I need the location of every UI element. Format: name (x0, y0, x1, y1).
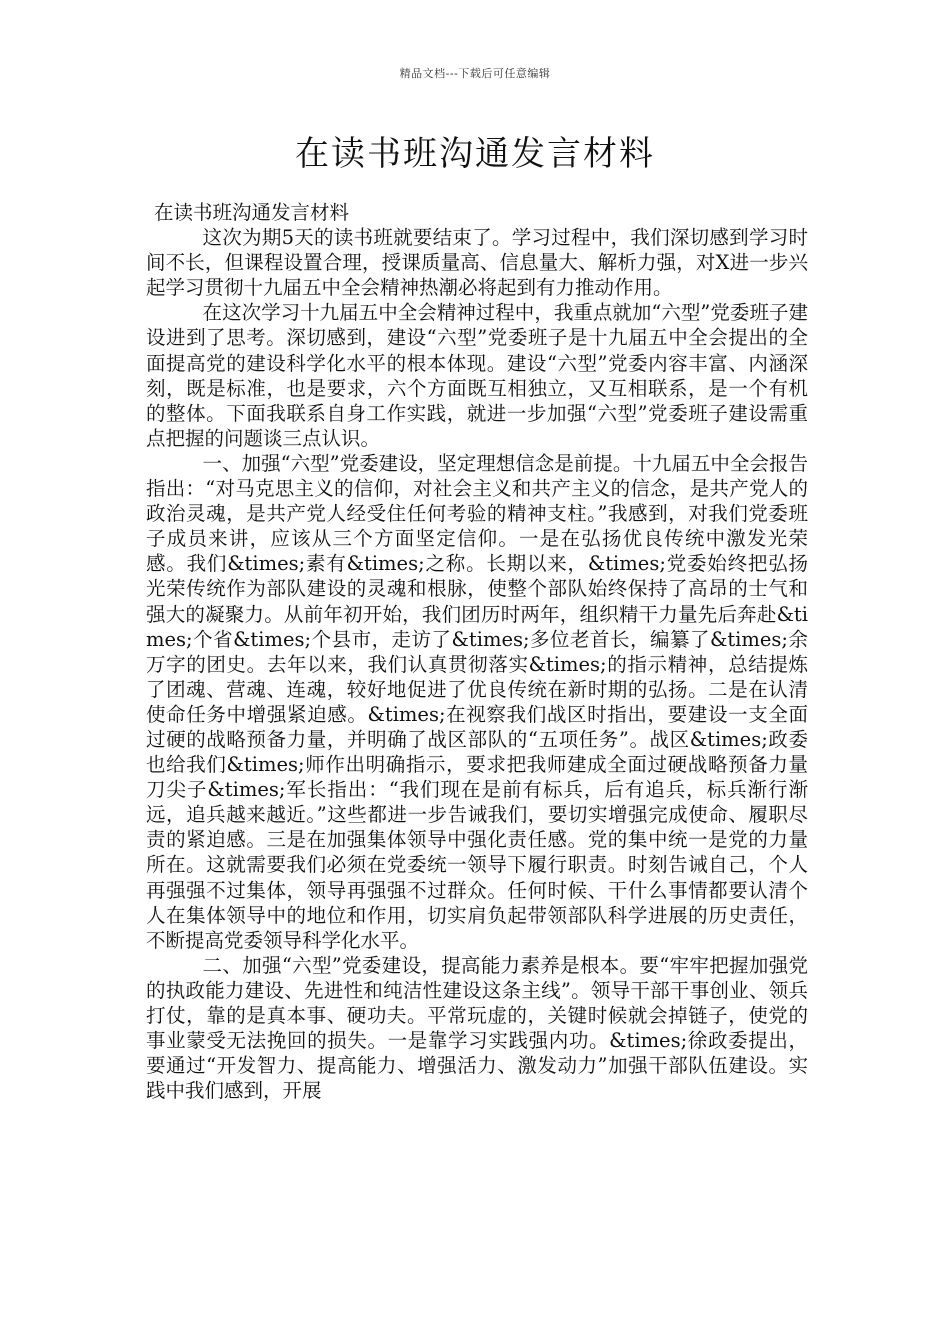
paragraph-point-two: 二、加强“六型”党委建设，提高能力素养是根本。要“牢牢把握加强党的执政能力建设、先进性和纯洁性建设这条主线”。领导干部干事创业、领兵打仗，靠的是真本事、硬功夫。平常玩虚的，关键时候就会掉链子，使党的事业蒙受无法挽回的损失。一是靠学习实践强内功。&times;徐政委提出，要通过“开发智力、提高能力、增强活力、激发动力”加强干部队伍建设。实践中我们感到，开展 (146, 953, 808, 1103)
document-body (146, 200, 808, 1103)
paragraph-point-one: 一、加强“六型”党委建设，坚定理想信念是前提。十九届五中全会报告指出：“对马克思主义的信仰，对社会主义和共产主义的信念，是共产党人的政治灵魂，是共产党人经受住任何考验的精神支柱。”我感到，对我们党委班子成员来讲，应该从三个方面坚定信仰。一是在弘扬优良传统中激发光荣感。我们&times;素有&times;之称。长期以来，&times;党委始终把弘扬光荣传统作为部队建设的灵魂和根脉，使整个部队始终保持了高昂的士气和强大的凝聚力。从前年初开始，我们团历时两年，组织精干力量先后奔赴&times;个省&times;个县市，走访了&times;多位老首长，编纂了&times;余万字的团史。去年以来，我们认真贯彻落实&times;的指示精神，总结提炼了团魂、营魂、连魂，较好地促进了优良传统在新时期的弘扬。二是在认清使命任务中增强紧迫感。&times;在视察我们战区时指出，要建设一支全面过硬的战略预备力量，并明确了战区部队的“五项任务”。战区&times;政委也给我们&times;师作出明确指示，要求把我师建成全面过硬战略预备力量刀尖子&times;军长指出：“我们现在是前有标兵，后有追兵，标兵渐行渐远，追兵越来越近。”这些都进一步告诫我们，要切实增强完成使命、履职尽责的紧迫感。三是在加强集体领导中强化责任感。党的集中统一是党的力量所在。这就需要我们必须在党委统一领导下履行职责。时刻告诫自己，个人再强强不过集体，领导再强强不过群众。任何时候、干什么事情都要认清个人在集体领导中的地位和作用，切实肩负起带领部队科学进展的历史责任，不断提高党委领导科学化水平。 (146, 451, 808, 952)
paragraph-intro: 这次为期5天的读书班就要结束了。学习过程中，我们深切感到学习时间不长，但课程设置合理，授课质量高、信息量大、解析力强，对X进一步兴起学习贯彻十九届五中全会精神热潮必将起到有力推动作用。 (146, 226, 808, 300)
paragraph-overview: 在这次学习十九届五中全会精神过程中，我重点就加“六型”党委班子建设进到了思考。深切感到，建设“六型”党委班子是十九届五中全会提出的全面提高党的建设科学化水平的根本体现。建设“六型”党委内容丰富、内涵深刻，既是标准，也是要求，六个方面既互相独立，又互相联系，是一个有机的整体。下面我联系自身工作实践，就进一步加强“六型”党委班子建设需重点把握的问题谈三点认识。 (146, 301, 808, 450)
document-subtitle: 在读书班沟通发言材料 (154, 201, 350, 224)
header-note: 精品文档---下载后可任意编辑 (399, 67, 551, 80)
document-title: 在读书班沟通发言材料 (295, 134, 655, 174)
